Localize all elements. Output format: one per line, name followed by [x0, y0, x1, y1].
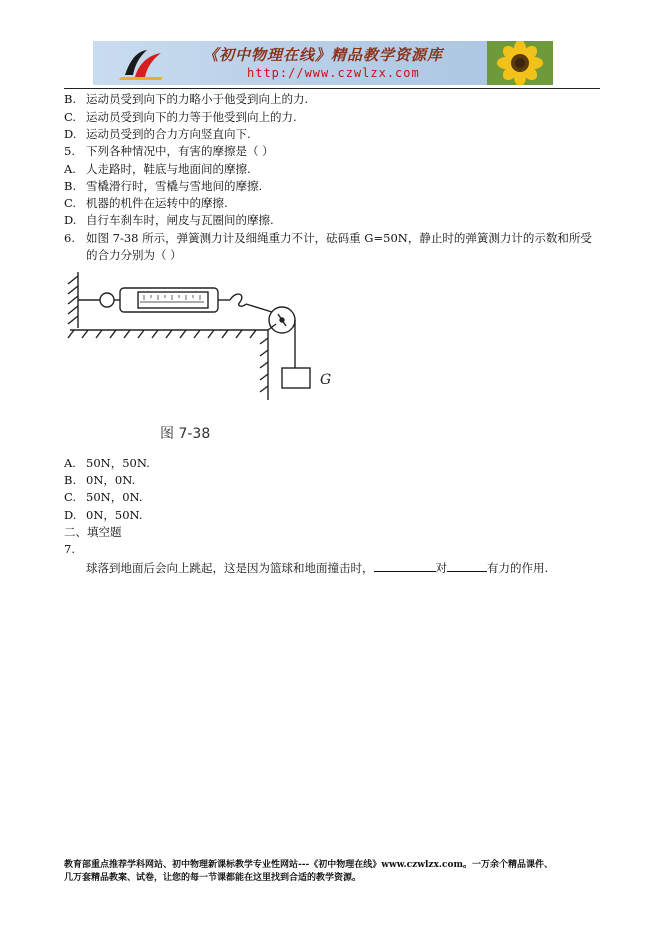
q5-option-a-letter: A. [64, 162, 76, 176]
q6-option-d-text: 0N，50N. [86, 508, 143, 522]
q7-text-middle: 对 [435, 561, 447, 575]
sunflower-icon [487, 41, 553, 85]
table-hatching [68, 330, 256, 338]
q5-option-c-text: 机器的机件在运转中的摩擦. [86, 196, 228, 210]
footer-line-1: 教育部重点推荐学科网站、初中物理新课标教学专业性网站---《初中物理在线》www.czwlzx.com。一万余个精品课件、 [64, 860, 554, 870]
q6-option-a-text: 50N，50N. [86, 456, 150, 470]
q4-option-b-letter: B. [64, 92, 77, 106]
q7-blank-1[interactable] [374, 560, 436, 572]
q4-option-d-letter: D. [64, 127, 77, 141]
q5-option-c-letter: C. [64, 196, 77, 210]
banner-url[interactable]: http://www.czwlzx.com [247, 66, 420, 80]
site-logo-icon [117, 47, 167, 81]
q4-option-c-letter: C. [64, 110, 77, 124]
q5-number: 5. [64, 144, 75, 158]
q6-option-b-text: 0N，0N. [86, 473, 136, 487]
q5-option-b-text: 雪橇滑行时，雪橇与雪地间的摩擦. [86, 179, 263, 193]
q4-option-d-text: 运动员受到的合力方向竖直向下. [86, 127, 251, 141]
q4-option-c-text: 运动员受到向下的力等于他受到向上的力. [86, 110, 297, 124]
q7-text-before: 球落到地面后会向上跳起，这是因为篮球和地面撞击时， [86, 561, 374, 575]
q6-option-c-letter: C. [64, 490, 77, 504]
q7-blank-2[interactable] [447, 560, 487, 572]
footer-promo [64, 859, 604, 885]
q7-text [86, 560, 548, 576]
q5-option-d-text: 自行车刹车时，闸皮与瓦圈间的摩擦. [86, 213, 274, 227]
q6-number: 6. [64, 231, 75, 245]
footer-line-2: 几万套精品教案、试卷，让您的每一节课都能在这里找到合适的教学资源。 [64, 873, 362, 883]
q6-option-c-text: 50N，0N. [86, 490, 143, 504]
q6-option-a-letter: A. [64, 456, 76, 470]
header-banner [93, 41, 553, 85]
q6-option-b-letter: B. [64, 473, 77, 487]
q6-stem-line2: 的合力分别为（ ） [86, 248, 182, 262]
table-edge-hatching [260, 338, 268, 392]
figure-caption: 图 7-38 [160, 426, 211, 442]
q5-option-b-letter: B. [64, 179, 77, 193]
banner-title: 《初中物理在线》精品教学资源库 [203, 46, 444, 64]
section-title-fill-in: 二、填空题 [64, 525, 122, 539]
q5-stem: 下列各种情况中，有害的摩擦是（ ） [86, 144, 274, 158]
q4-option-b-text: 运动员受到向下的力略小于他受到向上的力. [86, 92, 309, 106]
left-wall-hatching [68, 276, 78, 324]
q5-option-a-text: 人走路时，鞋底与地面间的摩擦. [86, 162, 251, 176]
q6-option-d-letter: D. [64, 508, 77, 522]
q7-number: 7. [64, 542, 75, 556]
header-rule [64, 88, 600, 89]
weight-label: G [320, 372, 332, 388]
q5-option-d-letter: D. [64, 213, 77, 227]
q7-text-after: 有力的作用. [487, 561, 549, 575]
figure-7-38 [64, 268, 354, 448]
q6-stem-line1: 如图 7-38 所示，弹簧测力计及细绳重力不计，砝码重 G=50N，静止时的弹簧测力计的示数和所受 [86, 231, 592, 245]
